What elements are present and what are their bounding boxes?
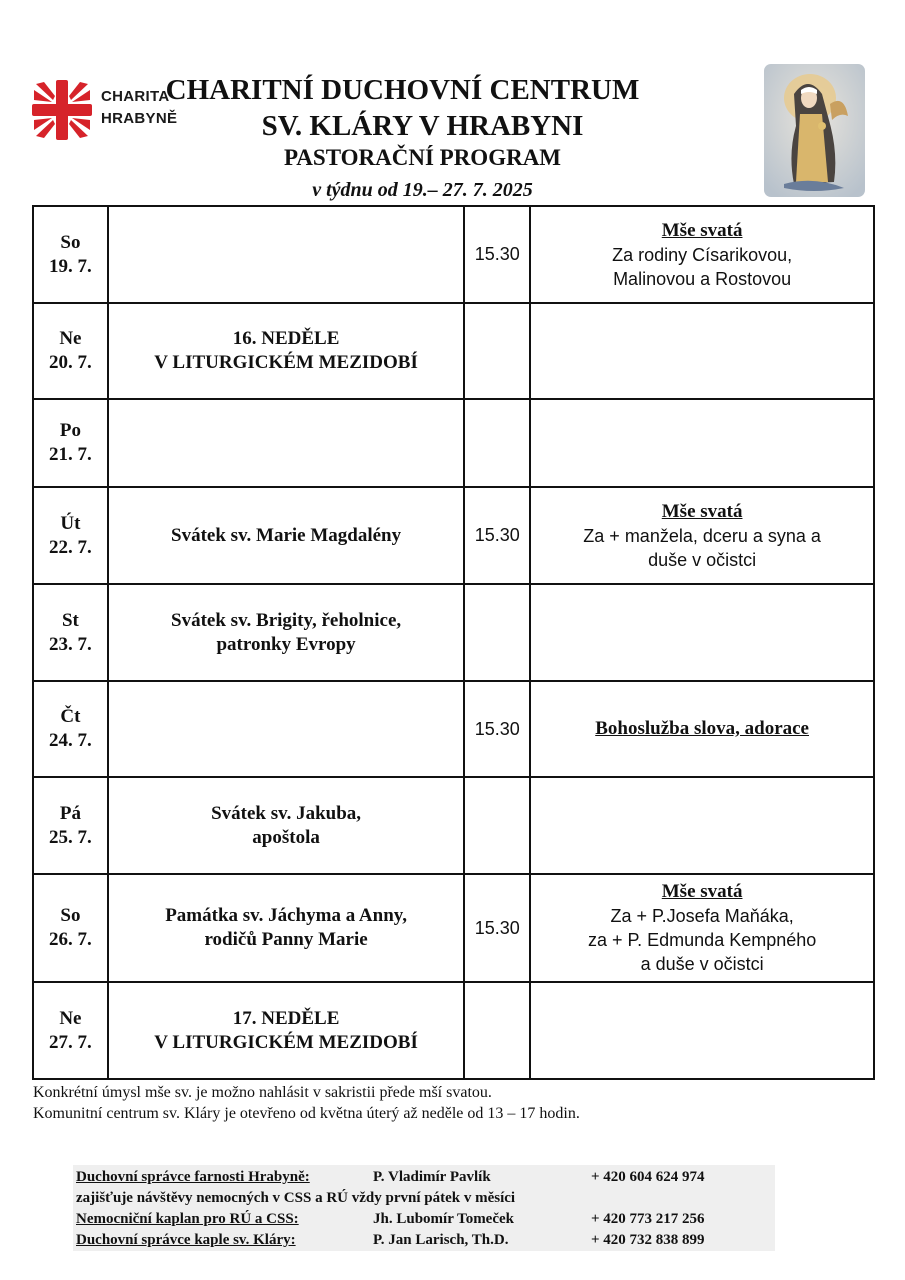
day-cell	[33, 487, 108, 584]
description-line: a duše v očistci	[640, 954, 764, 974]
description-line: Za + manžela, dceru a syna a	[583, 525, 821, 546]
feast-line: Svátek sv. Brigity, řeholnice,	[171, 609, 402, 631]
feast-line: V LITURGICKÉM MEZIDOBÍ	[154, 1031, 418, 1053]
day-name: Po	[59, 420, 81, 441]
day-cell	[33, 206, 108, 303]
day-date: 21. 7.	[49, 444, 92, 465]
time-cell: 15.30	[464, 874, 530, 982]
description-line: Za + P.Josefa Maňáka,	[610, 906, 794, 926]
feast-line: patronky Evropy	[216, 633, 356, 655]
day-name: So	[60, 231, 81, 253]
feast-cell	[108, 777, 465, 874]
contact-phone: + 420 604 624 974	[591, 1169, 705, 1185]
schedule-row	[33, 206, 874, 303]
feast-cell	[108, 399, 465, 487]
description-heading: Mše svatá	[661, 881, 743, 902]
day-cell	[33, 584, 108, 681]
day-date: 25. 7.	[49, 826, 92, 848]
description-cell	[530, 303, 874, 399]
week-range: v týdnu od 19.– 27. 7. 2025	[312, 179, 533, 201]
day-date: 20. 7.	[49, 352, 92, 373]
description-line: Malinovou a Rostovou	[613, 268, 792, 289]
time-cell: 15.30	[464, 206, 530, 303]
description-line: za + P. Edmunda Kempného	[587, 930, 817, 950]
day-name: Ne	[59, 328, 82, 349]
schedule-row	[33, 399, 874, 487]
logo-line1: CHARITA	[101, 88, 170, 105]
description-cell	[530, 681, 874, 777]
day-date: 22. 7.	[49, 536, 92, 558]
description-heading: Bohoslužba slova, adorace	[595, 718, 809, 739]
description-cell	[530, 399, 874, 487]
schedule-row	[33, 487, 874, 584]
feast-line: 17. NEDĚLE	[232, 1007, 340, 1029]
contact-row-chapel	[76, 1230, 705, 1250]
contact-name: P. Vladimír Pavlík	[373, 1169, 491, 1185]
feast-cell	[108, 681, 465, 777]
feast-line: rodičů Panny Marie	[204, 929, 368, 950]
description-cell	[530, 487, 874, 584]
description-cell	[530, 874, 874, 982]
feast-line: Svátek sv. Marie Magdalény	[171, 524, 402, 546]
feast-line: Svátek sv. Jakuba,	[211, 802, 362, 824]
feast-line: Památka sv. Jáchyma a Anny,	[165, 905, 407, 926]
feast-line: 16. NEDĚLE	[232, 328, 340, 349]
day-cell	[33, 303, 108, 399]
day-cell	[33, 681, 108, 777]
notes	[33, 1082, 580, 1124]
contact-name: P. Jan Larisch, Th.D.	[373, 1232, 509, 1248]
time-cell	[464, 982, 530, 1079]
day-name: Út	[60, 512, 81, 534]
description-line: Za rodiny Císarikovou,	[612, 244, 793, 265]
day-date: 27. 7.	[49, 1031, 92, 1053]
description-cell	[530, 206, 874, 303]
title-line2: SV. KLÁRY V HRABYNI	[261, 110, 584, 142]
schedule-row	[33, 681, 874, 777]
day-date: 24. 7.	[49, 730, 92, 751]
contact-note: zajišťuje návštěvy nemocných v CSS a RÚ vždy první pátek v měsíci	[76, 1190, 516, 1206]
contact-role: Duchovní správce farnosti Hrabyně:	[76, 1169, 310, 1185]
day-name: Čt	[60, 706, 81, 727]
time-cell	[464, 399, 530, 487]
feast-cell	[108, 584, 465, 681]
schedule-row	[33, 584, 874, 681]
feast-cell	[108, 982, 465, 1079]
contact-row-visits	[76, 1188, 776, 1208]
day-date: 26. 7.	[49, 929, 92, 950]
day-name: Ne	[59, 1007, 82, 1029]
contact-role: Duchovní správce kaple sv. Kláry:	[76, 1232, 296, 1248]
contact-phone: + 420 773 217 256	[591, 1211, 705, 1227]
day-cell	[33, 982, 108, 1079]
note-line: Konkrétní úmysl mše sv. je možno nahlásit v sakristii přede mší svatou.	[33, 1084, 492, 1101]
day-name: St	[61, 609, 79, 631]
time-cell	[464, 777, 530, 874]
day-date: 19. 7.	[49, 255, 92, 277]
feast-cell	[108, 206, 465, 303]
schedule-row	[33, 303, 874, 399]
saint-clare-image	[764, 64, 865, 197]
description-line: duše v očistci	[648, 549, 757, 570]
time-cell	[464, 303, 530, 399]
schedule-row	[33, 874, 874, 982]
feast-line: V LITURGICKÉM MEZIDOBÍ	[154, 352, 418, 373]
feast-line: apoštola	[252, 826, 320, 848]
description-cell	[530, 777, 874, 874]
contact-role: Nemocniční kaplan pro RÚ a CSS:	[76, 1211, 299, 1227]
day-name: So	[60, 905, 81, 926]
description-cell	[530, 584, 874, 681]
contact-row-chaplain	[76, 1209, 705, 1229]
title-line1: CHARITNÍ DUCHOVNÍ CENTRUM	[165, 74, 640, 106]
subtitle: PASTORAČNÍ PROGRAM	[283, 145, 562, 170]
feast-cell	[108, 874, 465, 982]
description-heading: Mše svatá	[661, 219, 743, 241]
day-name: Pá	[59, 802, 81, 824]
schedule-table	[32, 205, 875, 1080]
contact-name: Jh. Lubomír Tomeček	[373, 1211, 514, 1227]
time-cell	[464, 584, 530, 681]
feast-cell	[108, 303, 465, 399]
note-line: Komunitní centrum sv. Kláry je otevřeno od května úterý až neděle od 13 – 17 hodin.	[33, 1105, 580, 1122]
schedule-row	[33, 777, 874, 874]
day-date: 23. 7.	[49, 633, 92, 655]
day-cell	[33, 777, 108, 874]
logo-line2: HRABYNĚ	[101, 110, 178, 127]
description-heading: Mše svatá	[661, 500, 743, 522]
contact-phone: + 420 732 838 899	[591, 1232, 705, 1248]
description-cell	[530, 982, 874, 1079]
contact-row-pastor	[76, 1167, 705, 1187]
day-cell	[33, 399, 108, 487]
contacts-box	[73, 1165, 775, 1251]
schedule-row	[33, 982, 874, 1079]
feast-cell	[108, 487, 465, 584]
time-cell: 15.30	[464, 487, 530, 584]
time-cell: 15.30	[464, 681, 530, 777]
day-cell	[33, 874, 108, 982]
